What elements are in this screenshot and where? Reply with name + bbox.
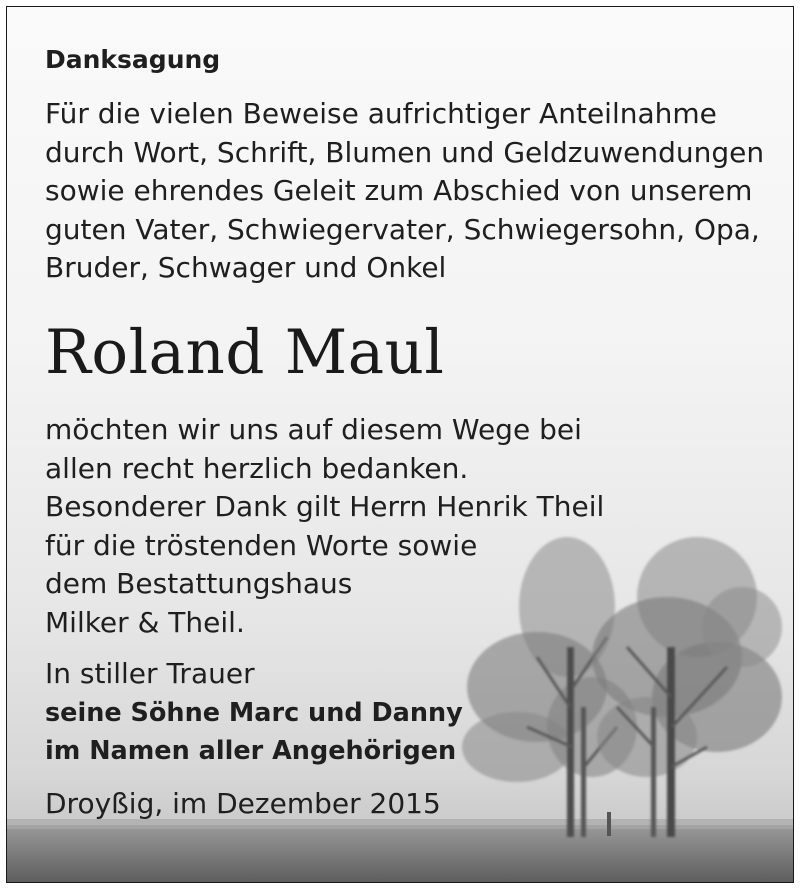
- intro-line: sowie ehrendes Geleit zum Abschied von unserem: [45, 174, 753, 207]
- thanks-line: möchten wir uns auf diesem Wege bei: [45, 413, 582, 446]
- thanks-line: Milker & Theil.: [45, 605, 245, 639]
- thanks-text: [45, 411, 604, 642]
- place-date: Droyßig, im Dezember 2015: [45, 787, 441, 820]
- signers-line: im Namen aller Angehörigen: [45, 736, 457, 766]
- tree-right: [592, 537, 782, 837]
- obituary-card: [6, 6, 794, 883]
- intro-text: [45, 95, 764, 288]
- misty-ground: [7, 825, 793, 882]
- intro-line: Für die vielen Beweise aufrichtiger Anteilnahme: [45, 97, 717, 130]
- signers-line: seine Söhne Marc und Danny: [45, 697, 463, 728]
- thanks-line: dem Bestattungshaus: [45, 567, 353, 600]
- fence-post: [607, 812, 611, 836]
- heading: Danksagung: [45, 45, 221, 74]
- intro-line: durch Wort, Schrift, Blumen und Geldzuwendungen: [45, 135, 765, 169]
- closing-block: [45, 655, 463, 771]
- intro-line: guten Vater, Schwiegervater, Schwiegersohn, Opa,: [45, 212, 760, 246]
- thanks-line: allen recht herzlich bedanken.: [45, 451, 469, 485]
- intro-line: Bruder, Schwager und Onkel: [45, 251, 447, 284]
- mourning-line: In stiller Trauer: [45, 657, 255, 690]
- deceased-name: Roland Maul: [45, 317, 445, 388]
- thanks-line: Besonderer Dank gilt Herrn Henrik Theil: [45, 490, 605, 523]
- thanks-line: für die tröstenden Worte sowie: [45, 528, 478, 562]
